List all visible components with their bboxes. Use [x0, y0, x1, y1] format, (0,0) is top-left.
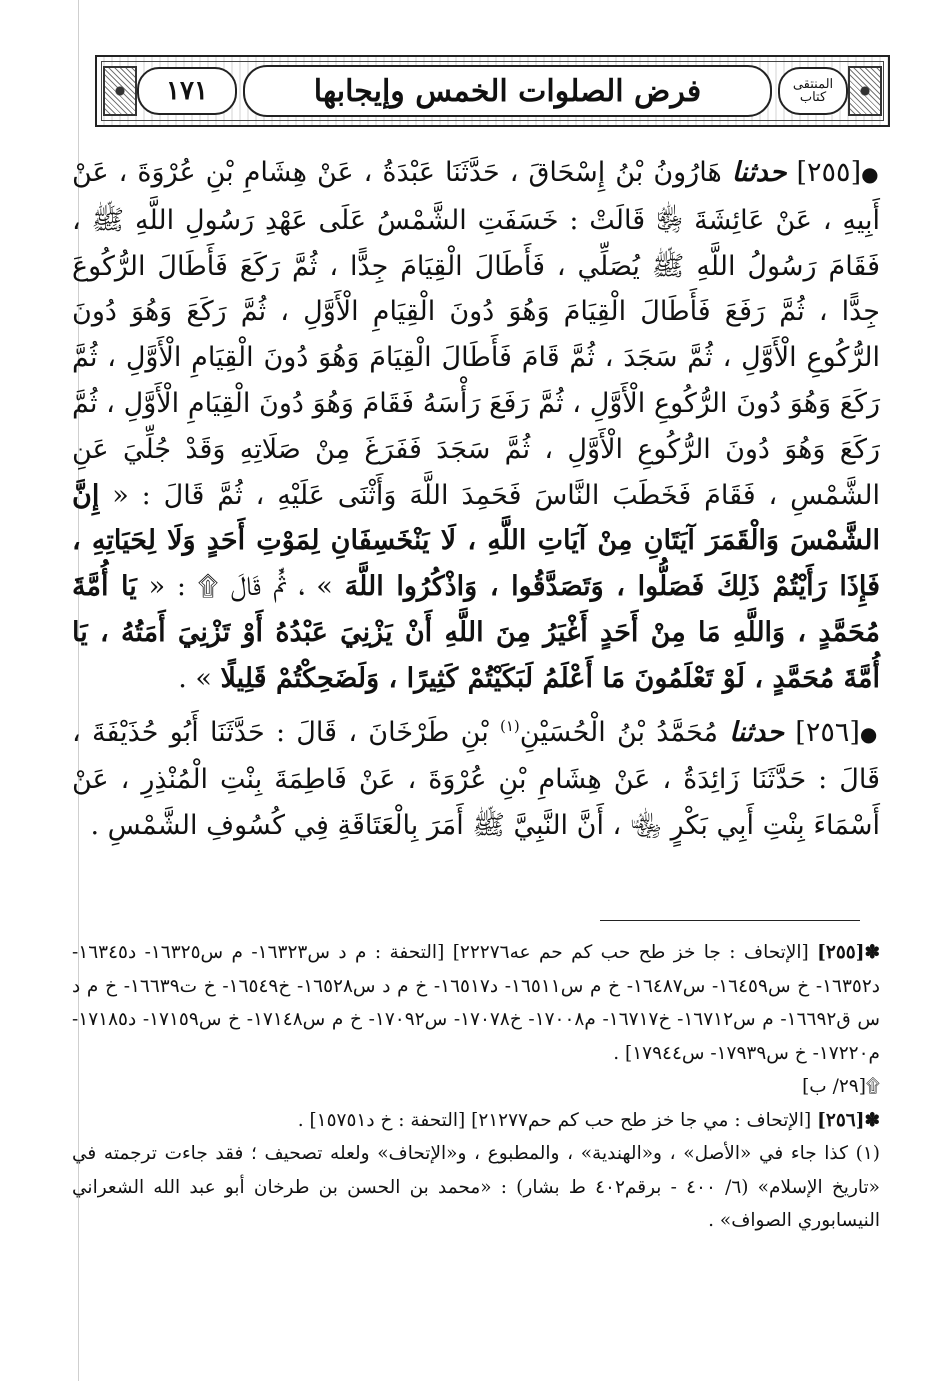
hadith-256	[72, 710, 880, 849]
footnote-divider	[600, 920, 860, 921]
prophetic-speech: إِنَّ الشَّمْسَ وَالْقَمَرَ آيَتَانِ مِنْ آيَاتِ اللَّهِ ، لَا يَنْخَسِفَانِ لِمَوْتِ أَحَدٍ وَلَا لِحَيَاتِهِ ، فَإِذَا رَأَيْتُمْ ذَلِكَ فَصَلُّوا ، وَتَصَدَّقُوا ، وَاذْكُرُوا اللَّهَ	[72, 479, 880, 603]
haddathana-label: حدثنا	[729, 716, 784, 748]
left-ornament-icon	[103, 66, 137, 116]
seg: » .	[178, 662, 221, 694]
footnote-1	[72, 1137, 880, 1238]
book-logo: المنتقى كتاب	[778, 67, 848, 115]
chapter-title: فرض الصلوات الخمس وإيجابها	[243, 65, 772, 117]
main-text	[72, 150, 880, 857]
right-ornament-icon	[848, 66, 882, 116]
footnote-255	[72, 936, 880, 1070]
haddathana-label: حدثنا	[731, 157, 787, 188]
seg: مُحَمَّدُ بْنُ الْحُسَيْنِ	[519, 716, 730, 748]
running-header	[95, 55, 890, 127]
hadith-number: [٢٥٥]	[796, 157, 862, 188]
footnote-text: (١) كذا جاء في «الأصل» ، و«الهندية» ، والمطبوع ، و«الإتحاف» ولعله تصحيف ؛ فقد جاءت ترجمته في «تاريخ الإسلام» (٦/ ٤٠٠ - برقم٤٠٢ ط بشار) : «محمد بن الحسن بن طرخان أبو عبد الله الشعراني النيسابوري الصواف» .	[72, 1143, 880, 1231]
footnotes	[72, 936, 880, 1238]
folio-marker	[72, 1070, 880, 1104]
footnote-lead: ✽[٢٥٦]	[817, 1109, 880, 1131]
footnote-marker[interactable]: (١)	[500, 716, 520, 735]
footnote-256	[72, 1104, 880, 1138]
seg: » ، ثُمَّ قَالَ ۩ : «	[136, 571, 345, 603]
prophetic-speech: يَا أُمَّةَ مُحَمَّدٍ ، وَاللَّهِ مَا مِنْ أَحَدٍ أَغْيَرُ مِنَ اللَّهِ أَنْ يَزْنِيَ عَبْدُهُ أَوْ تَزْنِيَ أَمَتُهُ ، يَا أُمَّةَ مُحَمَّدٍ ، لَوْ تَعْلَمُونَ مَا أَعْلَمُ لَبَكَيْتُمْ كَثِيرًا ، وَلَضَحِكْتُمْ قَلِيلًا	[72, 571, 880, 694]
hadith-255	[72, 150, 880, 702]
footnote-text: ۩[٢٩/ ب]	[802, 1076, 880, 1097]
footnote-lead: ✽[٢٥٥]	[817, 942, 880, 963]
page-number: ١٧١	[137, 67, 237, 115]
footnote-text: [الإتحاف : جا خز طح حب كم حم عه٢٢٢٧٦] [التحفة : م د س١٦٣٢٣- م س١٦٣٢٥- د١٦٣٤٥- د١٦٣٥٢- خ س١٦٤٥٩- س١٦٤٨٧- خ م س١٦٥١١- د١٦٥١٧- خ م د س١٦٥٢٨- خ١٦٥٤٩- خ ت١٦٦٣٩- خ م د س ق١٦٦٩٢- م س١٦٧١٢- خ١٦٧١٧- م١٧٠٠٨- خ١٧٠٧٨- س١٧٠٩٢- خ م س١٧١٤٨- خ س١٧١٥٩- د١٧١٨٥- م١٧٢٢٠- خ س١٧٩٣٩- س١٧٩٤٤] .	[72, 942, 881, 1064]
hadith-number: [٢٥٦]	[795, 716, 860, 748]
seg: بْنِ طَرْخَانَ ، قَالَ : حَدَّثَنَا أَبُو حُذَيْفَةَ ، قَالَ : حَدَّثَنَا زَائِدَةُ ، عَنْ هِشَامِ بْنِ عُرْوَةَ ، عَنْ فَاطِمَةَ بِنْتِ الْمُنْذِرِ ، عَنْ أَسْمَاءَ بِنْتِ أَبِي بَكْرٍ ﵄ ، أَنَّ النَّبِيَّ ﷺ أَمَرَ بِالْعَتَاقَةِ فِي كُسُوفِ الشَّمْسِ .	[72, 716, 880, 842]
bullet-icon: ●	[859, 721, 880, 746]
bullet-icon: ●	[861, 162, 880, 186]
seg: هَارُونُ بْنُ إِسْحَاقَ ، حَدَّثَنَا عَبْدَةُ ، عَنْ هِشَامِ بْنِ عُرْوَةَ ، عَنْ أَبِيهِ ، عَنْ عَائِشَةَ ﵂ قَالَتْ : خَسَفَتِ الشَّمْسُ عَلَى عَهْدِ رَسُولِ اللَّهِ ﷺ ، فَقَامَ رَسُولُ اللَّهِ ﷺ يُصَلِّي ، فَأَطَالَ الْقِيَامَ جِدًّا ، ثُمَّ رَكَعَ فَأَطَالَ الرُّكُوعَ جِدًّا ، ثُمَّ رَفَعَ فَأَطَالَ الْقِيَامَ وَهُوَ دُونَ الْقِيَامِ الْأَوَّلِ ، ثُمَّ رَكَعَ وَهُوَ دُونَ الرُّكُوعِ الْأَوَّلِ ، ثُمَّ سَجَدَ ، ثُمَّ قَامَ فَأَطَالَ الْقِيَامَ وَهُوَ دُونَ الْقِيَامِ الْأَوَّلِ ، ثُمَّ رَكَعَ وَهُوَ دُونَ الرُّكُوعِ الْأَوَّلِ ، ثُمَّ رَفَعَ رَأْسَهُ فَقَامَ وَهُوَ دُونَ الْقِيَامِ الْأَوَّلِ ، ثُمَّ رَكَعَ وَهُوَ دُونَ الرُّكُوعِ الْأَوَّلِ ، ثُمَّ سَجَدَ فَفَرَغَ مِنْ صَلَاتِهِ وَقَدْ جُلِّيَ عَنِ الشَّمْسِ ، فَقَامَ فَخَطَبَ النَّاسَ فَحَمِدَ اللَّهَ وَأَثْنَى عَلَيْهِ ، ثُمَّ قَالَ : «	[72, 157, 880, 511]
footnote-text: [الإتحاف : مي جا خز طح حب كم حم٢١٢٧٧] [التحفة : خ د١٥٧٥١] .	[297, 1109, 818, 1131]
